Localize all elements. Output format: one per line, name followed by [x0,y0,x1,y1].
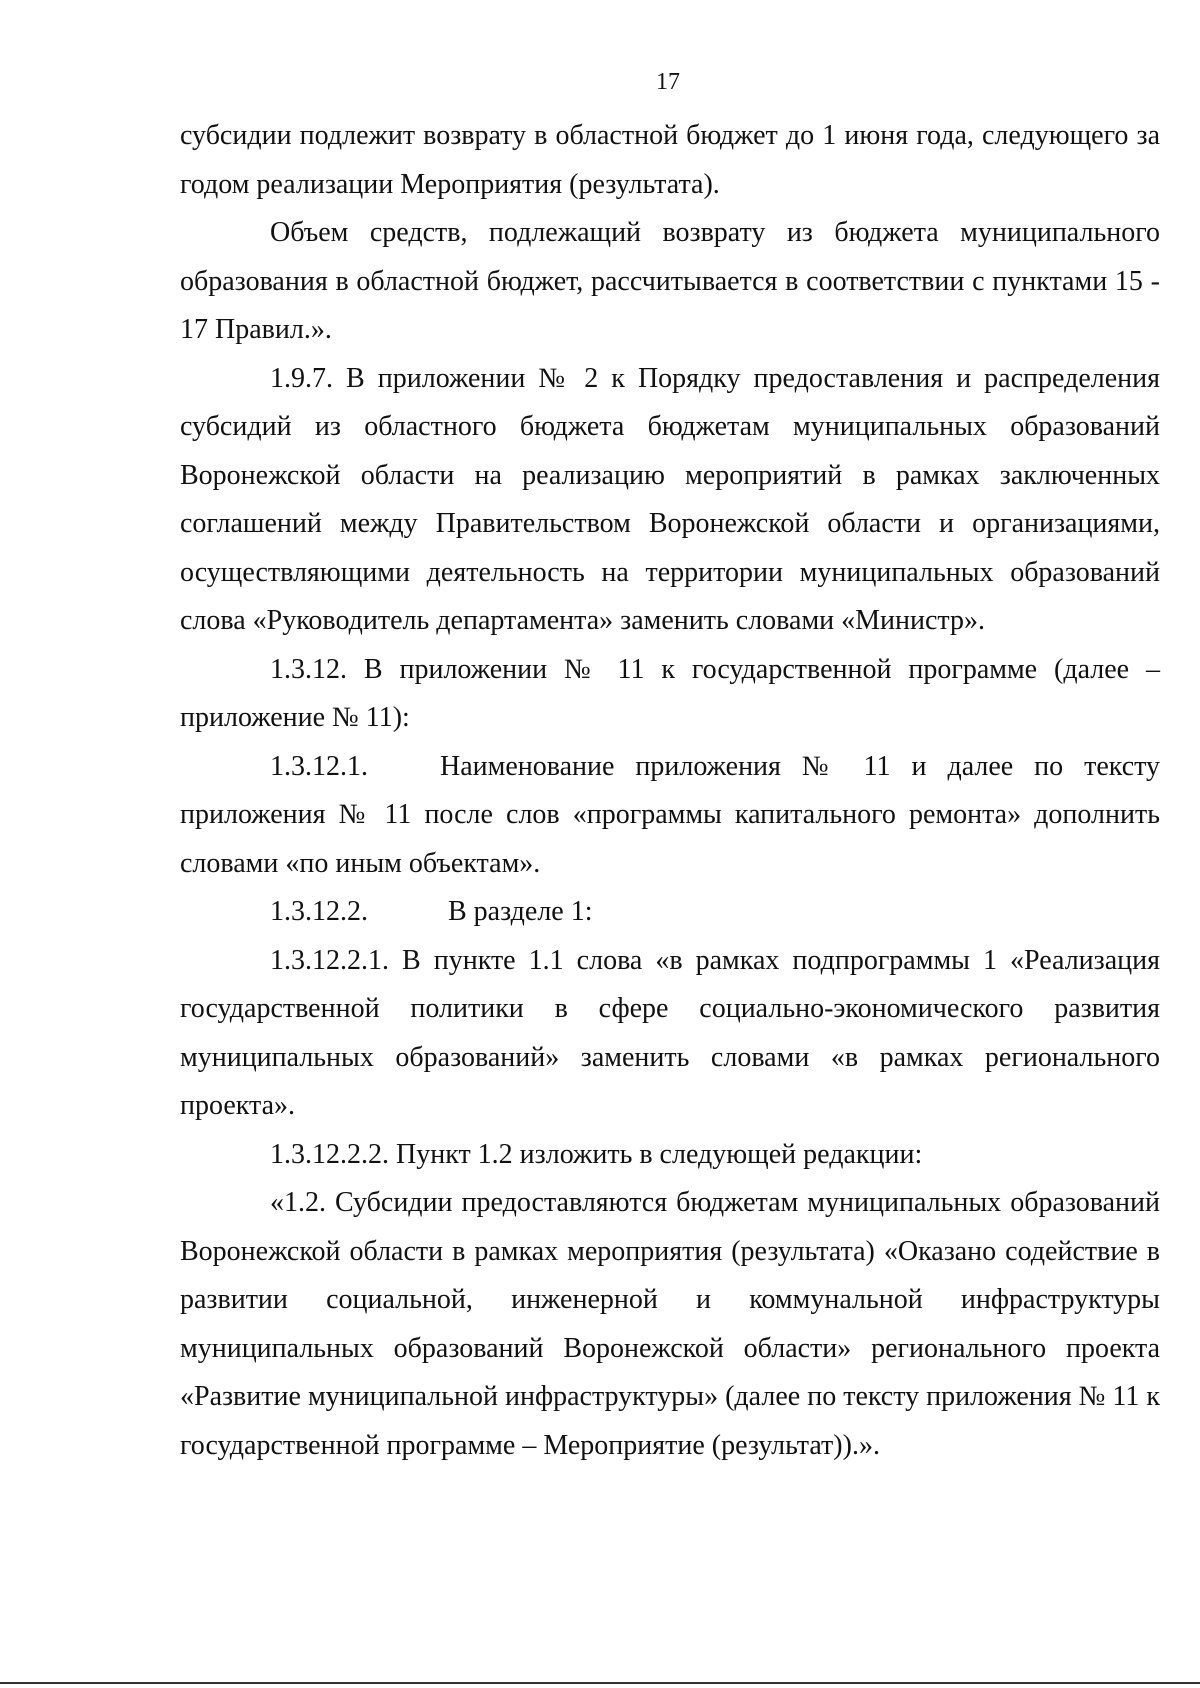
paragraph-1-3-12-1-body: приложения № 11 после слов «программы капитального ремонта» дополнить словами «по иным объектам». [180,799,1160,879]
paragraph-1-9-7: 1.9.7. В приложении № 2 к Порядку предоставления и распределения субсидий из областного бюджета бюджетам муниципальных образований Воронежской области на реализацию мероприятий в рамках заключенных соглашений между Правительством Воронежской области и организациями, осуществляющими деятельность на территории муниципальных образований слова «Руководитель департамента» заменить словами «Министр». [180,362,1160,636]
paragraph-subsidy-return: субсидии подлежит возврату в областной бюджет до 1 июня года, следующего за годом реализации Мероприятия (результата). [180,120,1160,200]
paragraph-refund-volume: Объем средств, подлежащий возврату из бюджета муниципального образования в областной бюджет, рассчитывается в соответствии с пунктами 15 - 17 Правил.». [180,217,1160,345]
clause-heading: Наименование приложения № 11 и далее по тексту [440,750,1160,782]
paragraph-1-3-12-2-1: 1.3.12.2.1. В пункте 1.1 слова «в рамках подпрограммы 1 «Реализация государственной политики в сфере социально-экономического развития муниципальных образований» заменить словами «в рамках регионального проекта». [180,944,1160,1121]
page-number: 17 [656,69,680,95]
clause-text: В разделе 1: [448,896,593,927]
clause-number: 1.3.12.1. [270,750,368,782]
paragraph-1-3-12-1-head [180,743,1160,792]
paragraph-quoted-1-2: «1.2. Субсидии предоставляются бюджетам муниципальных образований Воронежской области в рамках мероприятия (результата) «Оказано содействие в развитии социальной, инженерной и коммунальной инфраструктуры муниципальных образований Воронежской области» регионального проекта «Развитие муниципальной инфраструктуры» (далее по тексту приложения № 11 к государственной программе – Мероприятие (результат)).». [180,1187,1160,1461]
paragraph-1-3-12-2 [180,888,1160,937]
bottom-rule [0,1682,1200,1684]
clause-number: 1.3.12.2. [270,896,368,927]
paragraph-1-3-12: 1.3.12. В приложении № 11 к государственной программе (далее – приложение № 11): [180,653,1160,733]
document-body [180,112,1160,1470]
paragraph-1-3-12-2-2: 1.3.12.2.2. Пункт 1.2 изложить в следующей редакции: [270,1138,923,1170]
